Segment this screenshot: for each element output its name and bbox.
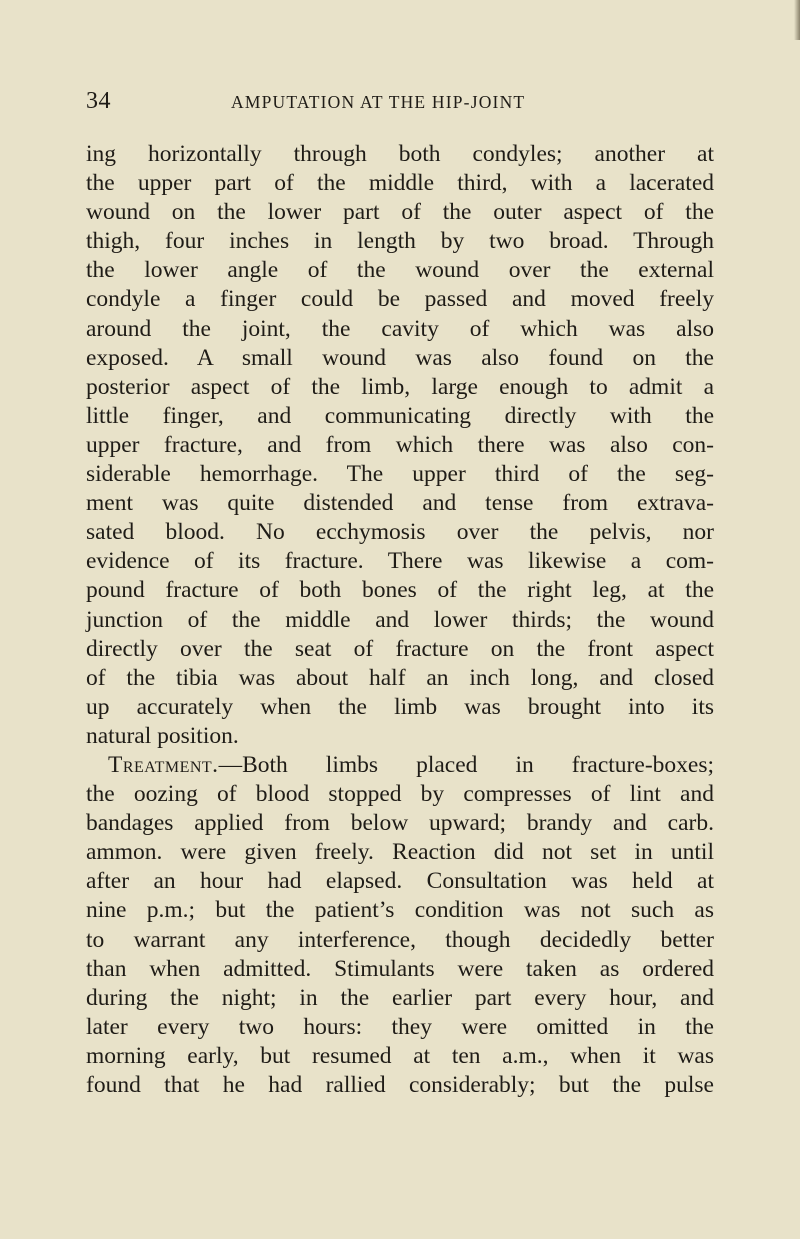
text-line: natural position.: [86, 722, 239, 749]
text-line: during the night; in the earlier part every hour, and: [86, 984, 714, 1011]
text-line: ment was quite distended and tense from extrava-: [86, 490, 714, 517]
text-line: wound on the lower part of the outer aspect of the: [86, 199, 714, 226]
text-line: condyle a finger could be passed and moved freely: [86, 286, 714, 313]
text-line: found that he had rallied considerably; but the pulse: [86, 1072, 714, 1098]
text-line: posterior aspect of the limb, large enough to admit a: [86, 373, 714, 400]
text-line: evidence of its fracture. There was likewise a com-: [86, 548, 714, 575]
text-line: the lower angle of the wound over the external: [86, 257, 714, 284]
treatment-first-line: [86, 751, 714, 780]
text-line: morning early, but resumed at ten a.m., when it was: [86, 1042, 714, 1069]
text-line: after an hour had elapsed. Consultation was held at: [86, 868, 714, 895]
text-line: upper fracture, and from which there was also con-: [86, 431, 714, 458]
page-number: 34: [86, 88, 111, 114]
treatment-first-line-text: —Both limbs placed in fracture-boxes;: [218, 751, 714, 778]
treatment-heading: Treatment.: [108, 751, 219, 778]
text-line: bandages applied from below upward; brandy and carb.: [86, 810, 714, 837]
text-line: of the tibia was about half an inch long, and closed: [86, 664, 714, 691]
text-line: around the joint, the cavity of which was also: [86, 315, 714, 342]
text-line: little finger, and communicating directly with the: [86, 402, 714, 429]
text-line: nine p.m.; but the patient’s condition was not such as: [86, 897, 714, 924]
text-line: to warrant any interference, though decidedly better: [86, 926, 714, 953]
text-line: than when admitted. Stimulants were taken as ordered: [86, 955, 714, 982]
text-line: thigh, four inches in length by two broad. Through: [86, 228, 714, 255]
text-line: siderable hemorrhage. The upper third of the seg-: [86, 461, 714, 488]
text-line: up accurately when the limb was brought into its: [86, 693, 714, 720]
text-line: later every two hours: they were omitted in the: [86, 1013, 714, 1040]
page-edge-shadow: [794, 0, 800, 40]
running-head: [86, 88, 714, 118]
text-line: junction of the middle and lower thirds; the wound: [86, 606, 714, 633]
text-line: ing horizontally through both condyles; another at: [86, 141, 714, 167]
text-line: ammon. were given freely. Reaction did not set in until: [86, 839, 714, 866]
text-line: pound fracture of both bones of the right leg, at the: [86, 577, 714, 604]
running-title: AMPUTATION AT THE HIP-JOINT: [231, 92, 526, 112]
text-line: exposed. A small wound was also found on the: [86, 344, 714, 371]
text-line: sated blood. No ecchymosis over the pelvis, nor: [86, 519, 714, 546]
text-line: the upper part of the middle third, with a lacerated: [86, 170, 714, 197]
text-line: directly over the seat of fracture on the front aspect: [86, 635, 714, 662]
text-line: the oozing of blood stopped by compresses of lint and: [86, 781, 714, 808]
body-text: [86, 140, 714, 1100]
